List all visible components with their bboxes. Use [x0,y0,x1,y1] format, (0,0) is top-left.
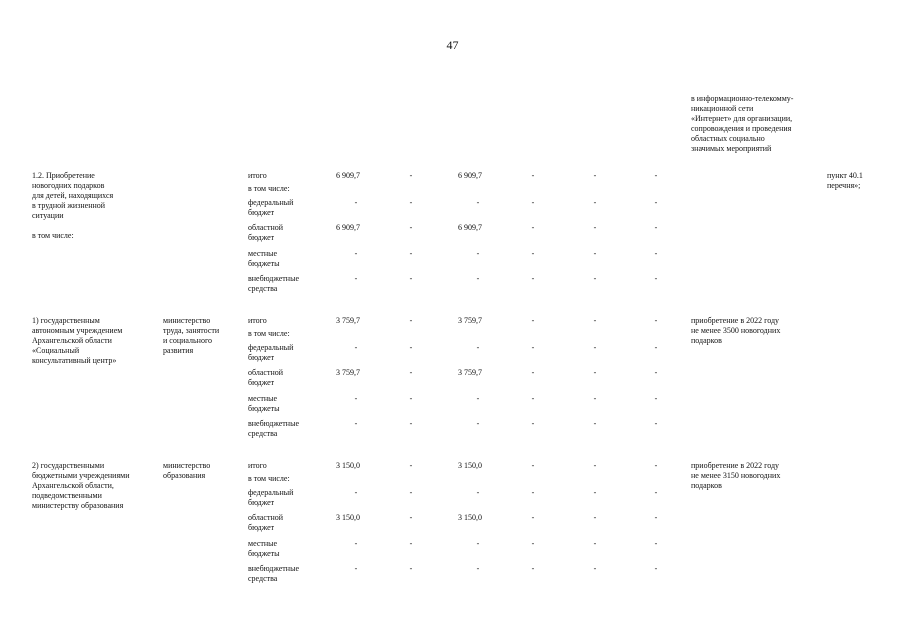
program-item-name-line: консультативный центр» [32,356,117,365]
funding-value-cell: - [531,539,535,548]
funding-source-label-line: внебюджетные [248,274,299,283]
executor-line: образования [163,471,206,480]
funding-value-cell: 6 909,7 [458,223,482,232]
funding-value-cell: - [409,419,413,428]
funding-value-cell: - [476,198,480,207]
funding-value-cell: - [531,513,535,522]
funding-value-cell: - [593,316,597,325]
funding-value-cell: 3 150,0 [458,513,482,522]
funding-value-cell: - [409,368,413,377]
program-item-name-line: Архангельской области [32,336,112,345]
program-item-name-line: 1) государственным [32,316,100,325]
funding-source-label-line: итого [248,316,267,325]
funding-value-cell: - [654,513,658,522]
funding-value-cell: 3 150,0 [458,461,482,470]
funding-value-cell: - [531,274,535,283]
funding-value-cell: - [593,488,597,497]
funding-value-cell: - [476,419,480,428]
program-item-name-line: 1.2. Приобретение [32,171,95,180]
program-item-name-line: новогодних подарков [32,181,105,190]
funding-source-label-line: средства [248,284,278,293]
funding-source-label-line: федеральный [248,343,294,352]
page-number: 47 [446,38,459,52]
continuation-note [691,94,831,154]
expected-result-line: подарков [691,336,722,345]
funding-value-cell: - [654,316,658,325]
funding-source-label-line: в том числе: [248,184,290,193]
funding-value-cell: - [654,274,658,283]
expected-result-line: приобретение в 2022 году [691,461,780,470]
funding-value-cell: - [654,171,658,180]
funding-value-cell: - [531,564,535,573]
funding-value-cell: - [476,488,480,497]
funding-value-cell: - [409,198,413,207]
funding-value-cell: - [531,223,535,232]
funding-value-cell: - [531,316,535,325]
funding-value-cell: - [409,343,413,352]
funding-source-label-line: средства [248,429,278,438]
expected-result-line: приобретение в 2022 году [691,316,780,325]
funding-value-cell: - [476,274,480,283]
funding-value-cell: - [654,394,658,403]
funding-source-label-line: бюджеты [248,549,280,558]
funding-source-label-line: в том числе: [248,329,290,338]
funding-value-cell: - [354,564,358,573]
funding-value-cell: - [593,513,597,522]
continuation-note-line: «Интернет» для организации, [691,114,793,123]
funding-value-cell: - [354,488,358,497]
funding-source-label-line: средства [248,574,278,583]
executor-line: и социального [163,336,213,345]
funding-source-label-line: бюджет [248,523,275,532]
program-item-name-line: бюджетными учреждениями [32,471,130,480]
funding-value-cell: - [409,513,413,522]
funding-value-cell: - [593,343,597,352]
funding-value-cell: 3 759,7 [458,316,482,325]
funding-value-cell: - [654,488,658,497]
funding-value-cell: 3 150,0 [336,513,360,522]
funding-value-cell: - [654,539,658,548]
funding-value-cell: - [593,394,597,403]
continuation-note-line: сопровождения и проведения [691,124,792,133]
funding-source-label-line: областной [248,223,284,232]
funding-source-label-line: местные [248,539,278,548]
program-item-name-line: 2) государственными [32,461,105,470]
funding-value-cell: - [531,171,535,180]
funding-source-label-line: бюджет [248,378,275,387]
continuation-note-line: областных социально [691,134,765,143]
continuation-note-line: никационной сети [691,104,754,113]
funding-value-cell: - [354,394,358,403]
funding-value-cell: - [593,249,597,258]
program-item-name-line: в том числе: [32,231,74,240]
funding-value-cell: - [654,223,658,232]
funding-value-cell: 6 909,7 [336,171,360,180]
executor-line: министерство [163,461,211,470]
funding-value-cell: 6 909,7 [458,171,482,180]
funding-value-cell: 6 909,7 [336,223,360,232]
program-item-name-line: ситуации [32,211,64,220]
funding-source-label-line: в том числе: [248,474,290,483]
program-item-name-line: «Социальный [32,346,80,355]
funding-value-cell: - [593,171,597,180]
expected-result-line: не менее 3150 новогодних [691,471,781,480]
funding-value-cell: - [354,343,358,352]
funding-value-cell: - [476,249,480,258]
funding-source-label-line: бюджеты [248,259,280,268]
executor-line: министерство [163,316,211,325]
funding-source-label-line: внебюджетные [248,419,299,428]
funding-source-label-line: бюджет [248,353,275,362]
program-item-name-line: в трудной жизненной [32,201,106,210]
funding-source-label-line: местные [248,249,278,258]
funding-value-cell: - [409,488,413,497]
funding-value-cell: - [593,539,597,548]
continuation-note-line: в информационно-телекомму- [691,94,794,103]
funding-source-label-line: внебюджетные [248,564,299,573]
funding-value-cell: - [476,343,480,352]
funding-value-cell: - [593,223,597,232]
funding-value-cell: - [354,274,358,283]
funding-value-cell: - [654,419,658,428]
funding-value-cell: - [409,249,413,258]
funding-value-cell: - [593,564,597,573]
funding-value-cell: - [476,564,480,573]
funding-source-label-line: итого [248,461,267,470]
funding-source-label-line: итого [248,171,267,180]
expected-result-line: не менее 3500 новогодних [691,326,781,335]
funding-value-cell: - [531,249,535,258]
funding-value-cell: - [593,198,597,207]
funding-source-label-line: бюджеты [248,404,280,413]
funding-source-label-line: бюджет [248,208,275,217]
funding-value-cell: - [531,419,535,428]
funding-value-cell: - [654,461,658,470]
expected-result-line: подарков [691,481,722,490]
funding-value-cell: - [654,368,658,377]
funding-source-label-line: федеральный [248,198,294,207]
funding-value-cell: - [409,171,413,180]
funding-value-cell: - [531,198,535,207]
funding-value-cell: 3 759,7 [336,316,360,325]
funding-value-cell: - [409,394,413,403]
funding-value-cell: - [476,539,480,548]
funding-value-cell: - [354,198,358,207]
funding-value-cell: - [354,539,358,548]
funding-value-cell: - [531,488,535,497]
program-item-name-line: министерству образования [32,501,124,510]
funding-value-cell: - [409,539,413,548]
funding-value-cell: - [593,419,597,428]
reference-line: перечня»; [827,181,861,190]
funding-value-cell: - [654,564,658,573]
program-item-name-line: для детей, находящихся [32,191,114,200]
funding-value-cell: - [593,274,597,283]
funding-value-cell: - [354,249,358,258]
funding-value-cell: - [531,461,535,470]
program-item-name-line: автономным учреждением [32,326,123,335]
funding-value-cell: - [531,343,535,352]
funding-source-label-line: бюджет [248,233,275,242]
funding-value-cell: - [409,461,413,470]
funding-value-cell: - [409,564,413,573]
reference-line: пункт 40.1 [827,171,863,180]
program-item-name-line: Архангельской области, [32,481,114,490]
continuation-note-line: значимых мероприятий [691,144,772,153]
funding-value-cell: 3 150,0 [336,461,360,470]
funding-value-cell: - [654,343,658,352]
funding-value-cell: - [409,223,413,232]
funding-source-label-line: федеральный [248,488,294,497]
executor-line: труда, занятости [163,326,220,335]
funding-value-cell: 3 759,7 [458,368,482,377]
funding-value-cell: - [593,461,597,470]
funding-value-cell: - [531,368,535,377]
program-item-name-line: подведомственными [32,491,102,500]
funding-source-label-line: областной [248,513,284,522]
executor-line: развития [163,346,194,355]
funding-value-cell: - [476,394,480,403]
funding-value-cell: - [593,368,597,377]
funding-value-cell: - [354,419,358,428]
funding-source-label-line: местные [248,394,278,403]
funding-value-cell: - [654,198,658,207]
funding-value-cell: - [531,394,535,403]
funding-value-cell: - [409,274,413,283]
funding-source-label-line: бюджет [248,498,275,507]
funding-value-cell: - [654,249,658,258]
funding-value-cell: - [409,316,413,325]
funding-source-label-line: областной [248,368,284,377]
funding-value-cell: 3 759,7 [336,368,360,377]
